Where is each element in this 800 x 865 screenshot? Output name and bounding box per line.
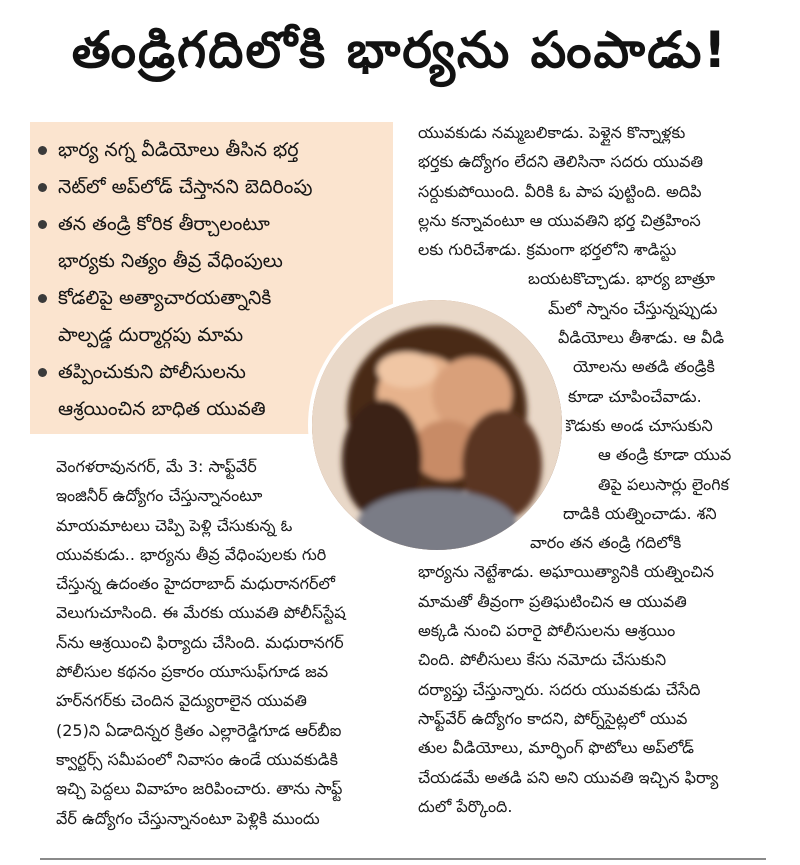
highlight-text: భార్య నగ్న వీడియోలు తీసిన భర్త	[58, 139, 299, 161]
article-line: మ్‌లో స్నానం చేస్తున్నప్పుడు	[548, 298, 718, 318]
article-line: ఆ తండ్రి కూడా యువ	[598, 445, 732, 465]
article-line: ఇంజినీర్ ఉద్యోగం చేస్తున్నానంటూ	[56, 486, 263, 506]
article-line: మామతో తీవ్రంగా ప్రతిఘటించిన ఆ యువతి	[418, 591, 687, 611]
article-line: లకు గురిచేశాడు. క్రమంగా భర్తలోని శాడిస్టు	[418, 240, 677, 260]
distressed-woman-photo	[312, 300, 562, 550]
article-line: కూడా చూపించేవాడు.	[568, 386, 702, 406]
article-line: న్‌ను ఆశ్రయించి ఫిర్యాదు చేసింది. మధురానగర్	[56, 632, 344, 652]
article-line: పోలీసుల కథనం ప్రకారం యూసుఫ్‌గూడ జవ	[56, 662, 329, 682]
article-line: క్వార్టర్స్ సమీపంలో నివాసం ఉండే యువకుడికి	[56, 749, 338, 769]
bullet-icon	[38, 220, 47, 229]
article-line: సర్దుకుపోయింది. వీరికి ఓ పాప పుట్టింది. అదిపి	[418, 181, 702, 201]
article-line: మాయమాటలు చెప్పి పెళ్లి చేసుకున్న ఓ	[56, 515, 293, 535]
highlight-item	[30, 169, 385, 206]
bullet-icon	[38, 183, 47, 192]
highlight-text: తప్పించుకుని పోలీసులను	[58, 361, 246, 383]
article-line: వేర్ ఉద్యోగం చేస్తున్నానంటూ పెళ్లికి ముందు	[56, 808, 320, 828]
article-line: దులో పేర్కొంది.	[418, 796, 513, 816]
article-line: యువకుడు నమ్మబలికాడు. పెళ్లైన కొన్నాళ్లకు	[418, 123, 686, 142]
bullet-icon	[38, 146, 47, 155]
article-line: చింది. పోలీసులు కేసు నమోదు చేసుకుని	[418, 650, 667, 670]
article-line: (25)ని ఏడాదిన్నర క్రితం ఎల్లారెడ్డిగూడ ఆర్‌బీఐ	[56, 720, 342, 740]
headline: తండ్రిగదిలోకి భార్యను పంపాడు!	[71, 21, 729, 79]
photo-illustration	[312, 300, 562, 550]
article-line: హర్‌నగర్‌కు చెందిన వైద్యురాలైన యువతి	[56, 691, 307, 711]
article-line: భార్యను నెట్టేశాడు. అఘాయిత్యానికి యత్నించిన	[418, 562, 714, 582]
bullet-icon	[38, 294, 47, 303]
article-line: అక్కడి నుంచి పరారై పోలీసులను ఆశ్రయిం	[418, 621, 676, 641]
article-line: వీడియోలు తీశాడు. ఆ వీడి	[558, 328, 725, 348]
article-line: తుల వీడియోలు, మార్ఫింగ్ ఫొటోలు అప్‌లోడ్	[418, 738, 695, 758]
article-line: ల్లను కన్నావంటూ ఆ యువతిని భర్త చిత్రహింస	[418, 210, 701, 230]
article-line: వారం తన తండ్రి గదిలోకి	[530, 533, 682, 553]
article-line: యోలను అతడి తండ్రికి	[573, 357, 715, 377]
highlight-text: ఆశ్రయించిన బాధిత యువతి	[58, 398, 266, 420]
article-line: దర్యాప్తు చేస్తున్నారు. సదరు యువకుడు చేసేది	[418, 679, 701, 699]
article-line: చేయడమే అతడి పని అని యువతి ఇచ్చిన ఫిర్యా	[418, 767, 719, 787]
article-line: సాఫ్ట్‌వేర్ ఉద్యోగం కాదని, పోర్న్‌సైట్లలో యువ	[418, 708, 688, 728]
article-line: వెలుగుచూసింది. ఈ మేరకు యువతి పోలీస్‌స్టేష	[56, 603, 346, 623]
article-line: తిపై పలుసార్లు లైంగిక	[598, 474, 729, 494]
highlight-text: తన తండ్రి కోరిక తీర్చాలంటూ	[58, 213, 270, 235]
highlight-text: భార్యకు నిత్యం తీవ్ర వేధింపులు	[58, 250, 283, 272]
article-line: దాడికి యత్నించాడు. శని	[563, 503, 717, 523]
highlight-text: పాల్పడ్డ దుర్మార్గపు మామ	[58, 324, 244, 346]
article-line: యువకుడు.. భార్యను తీవ్ర వేధింపులకు గురి	[56, 544, 327, 564]
article-line: వెంగళరావునగర్, మే 3: సాఫ్ట్‌వేర్	[56, 457, 257, 476]
highlight-text: నెట్‌లో అప్‌లోడ్ చేస్తానని బెదిరింపు	[58, 176, 313, 198]
highlight-item	[30, 280, 385, 354]
highlight-item	[30, 132, 385, 169]
article-line: భర్తకు ఉద్యోగం లేదని తెలిసినా సదరు యువతి	[418, 152, 704, 172]
article-line: చేస్తున్న ఉదంతం హైదరాబాద్ మధురానగర్‌లో	[56, 574, 335, 594]
article-line: బయటకొచ్చాడు. భార్య బాత్రూ	[528, 269, 716, 289]
article-line: కొడుకు అండ చూసుకుని	[563, 415, 713, 435]
highlight-text: కోడలిపై అత్యాచారయత్నానికి	[58, 287, 272, 309]
bullet-icon	[38, 368, 47, 377]
bottom-divider	[40, 858, 766, 860]
highlight-item	[30, 206, 385, 280]
article-line: ఇచ్చి పెద్దలు వివాహం జరిపించారు. తాను సాఫ్ట్	[56, 779, 343, 799]
